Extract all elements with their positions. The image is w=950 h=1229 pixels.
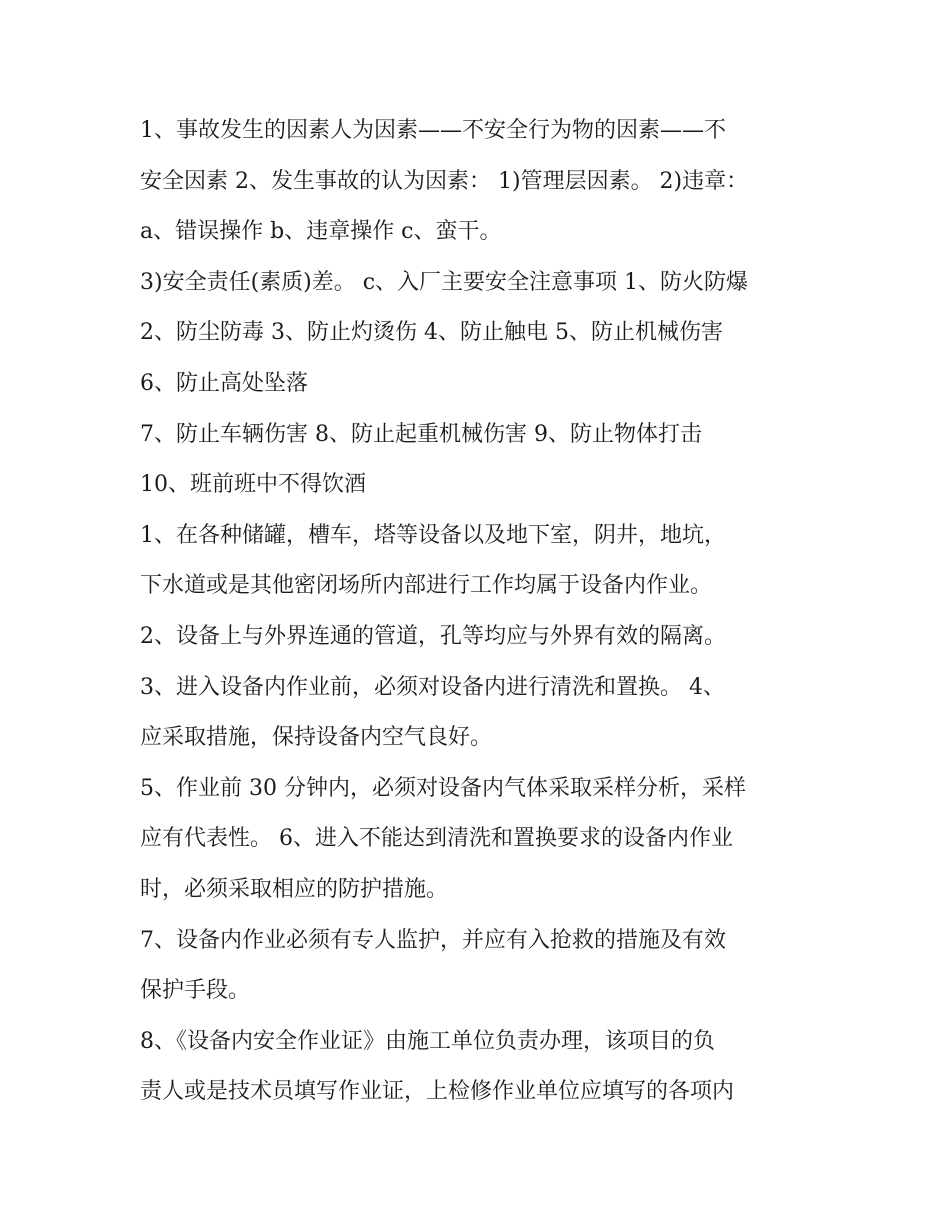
text-line: 6、防止高处坠落 [140, 370, 308, 396]
text-line: a、错误操作 b、违章操作 c、蛮干。 [140, 219, 502, 245]
text-line: 8、《设备内安全作业证》由施工单位负责办理，该项目的负 [140, 1028, 715, 1054]
text-line: 1、在各种储罐，槽车，塔等设备以及地下室，阴井，地坑， [140, 522, 726, 548]
text-line: 保护手段。 [140, 978, 251, 1004]
text-line: 3)安全责任(素质)差。 c、入厂主要安全注意事项 1、防火防爆 [140, 269, 749, 295]
text-line: 应采取措施，保持设备内空气良好。 [140, 725, 493, 751]
text-line: 安全因素 2、发生事故的认为因素： 1)管理层因素。 2)违章： [140, 168, 749, 194]
text-line: 7、设备内作业必须有专人监护，并应有入抢救的措施及有效 [140, 927, 726, 953]
text-line: 时，必须采取相应的防护措施。 [140, 876, 449, 902]
text-line: 7、防止车辆伤害 8、防止起重机械伤害 9、防止物体打击 [140, 421, 702, 447]
text-line: 责人或是技术员填写作业证，上检修作业单位应填写的各项内 [140, 1079, 735, 1105]
document-body [140, 106, 830, 1118]
text-line: 3、进入设备内作业前，必须对设备内进行清洗和置换。 4、 [140, 674, 725, 700]
text-line: 2、设备上与外界连通的管道，孔等均应与外界有效的隔离。 [140, 623, 726, 649]
text-line: 5、作业前 30 分钟内，必须对设备内气体采取采样分析，采样 [140, 775, 746, 801]
text-line: 1、事故发生的因素人为因素——不安全行为物的因素——不 [140, 118, 726, 143]
text-line: 10、班前班中不得饮酒 [140, 472, 366, 498]
text-line: 应有代表性。 6、进入不能达到清洗和置换要求的设备内作业 [140, 826, 733, 852]
text-line: 2、防尘防毒 3、防止灼烫伤 4、防止触电 5、防止机械伤害 [140, 320, 723, 346]
text-line: 下水道或是其他密闭场所内部进行工作均属于设备内作业。 [140, 573, 713, 599]
